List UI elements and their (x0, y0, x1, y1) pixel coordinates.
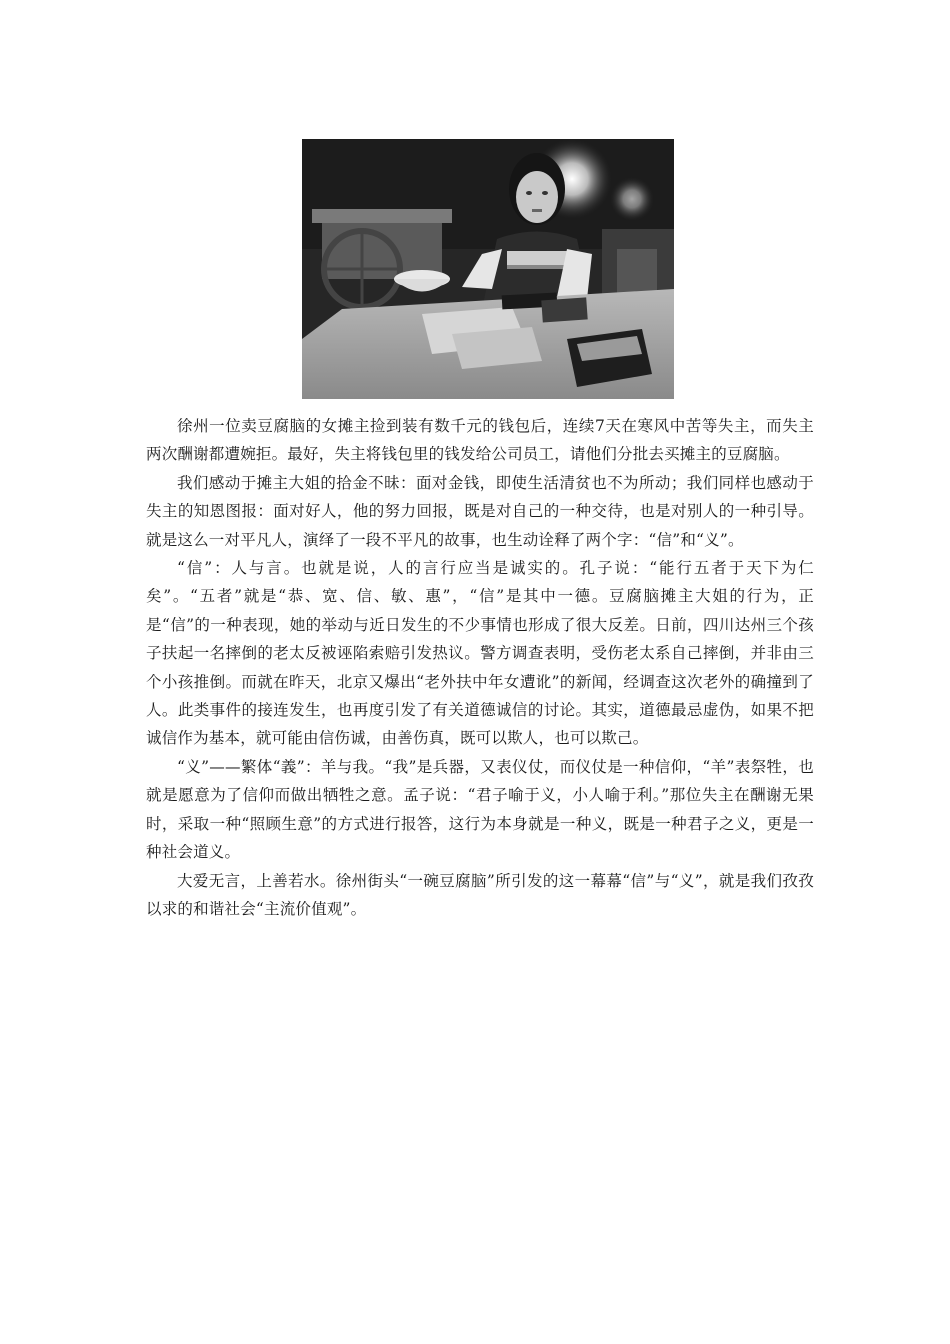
paragraph-2: 我们感动于摊主大姐的拾金不昧：面对金钱，即使生活清贫也不为所动；我们同样也感动于失主的知恩图报：面对好人，他的努力回报，既是对自己的一种交待，也是对别人的一种引导。就是这么一对平凡人，演绎了一段不平凡的故事，也生动诠释了两个字：“信”和“义”。 (146, 473, 814, 549)
news-photo (302, 139, 674, 399)
photo-woman-at-tofu-stall-icon (302, 139, 674, 399)
paragraph-1: 徐州一位卖豆腐脑的女摊主捡到装有数千元的钱包后，连续7天在寒风中苦等失主，而失主两次酬谢都遭婉拒。最好，失主将钱包里的钱发给公司员工，请他们分批去买摊主的豆腐脑。 (146, 417, 814, 464)
article-body (146, 412, 814, 923)
paragraph-4: “义”——繁体“義”：羊与我。“我”是兵器，又表仪仗，而仪仗是一种信仰，“羊”表祭牲，也就是愿意为了信仰而做出牺牲之意。孟子说：“君子喻于义，小人喻于利。”那位失主在酬谢无果时，采取一种“照顾生意”的方式进行报答，这行为本身就是一种义，既是一种君子之义，更是一种社会道义。 (146, 757, 814, 862)
paragraph-5: 大爱无言，上善若水。徐州街头“一碗豆腐脑”所引发的这一幕幕“信”与“义”，就是我们孜孜以求的和谐社会“主流价值观”。 (146, 871, 814, 918)
paragraph-3: “信”：人与言。也就是说，人的言行应当是诚实的。孔子说：“能行五者于天下为仁矣”。“五者”就是“恭、宽、信、敏、惠”，“信”是其中一德。豆腐脑摊主大姐的行为，正是“信”的一种表现，她的举动与近日发生的不少事情也形成了很大反差。日前，四川达州三个孩子扶起一名摔倒的老太反被诬陷索赔引发热议。警方调查表明，受伤老太系自己摔倒，并非由三个小孩推倒。而就在昨天，北京又爆出“老外扶中年女遭讹”的新闻，经调查这次老外的确撞到了人。此类事件的接连发生，也再度引发了有关道德诚信的讨论。其实，道德最忌虚伪，如果不把诚信作为基本，就可能由信伤诚，由善伤真，既可以欺人，也可以欺己。 (146, 559, 814, 748)
